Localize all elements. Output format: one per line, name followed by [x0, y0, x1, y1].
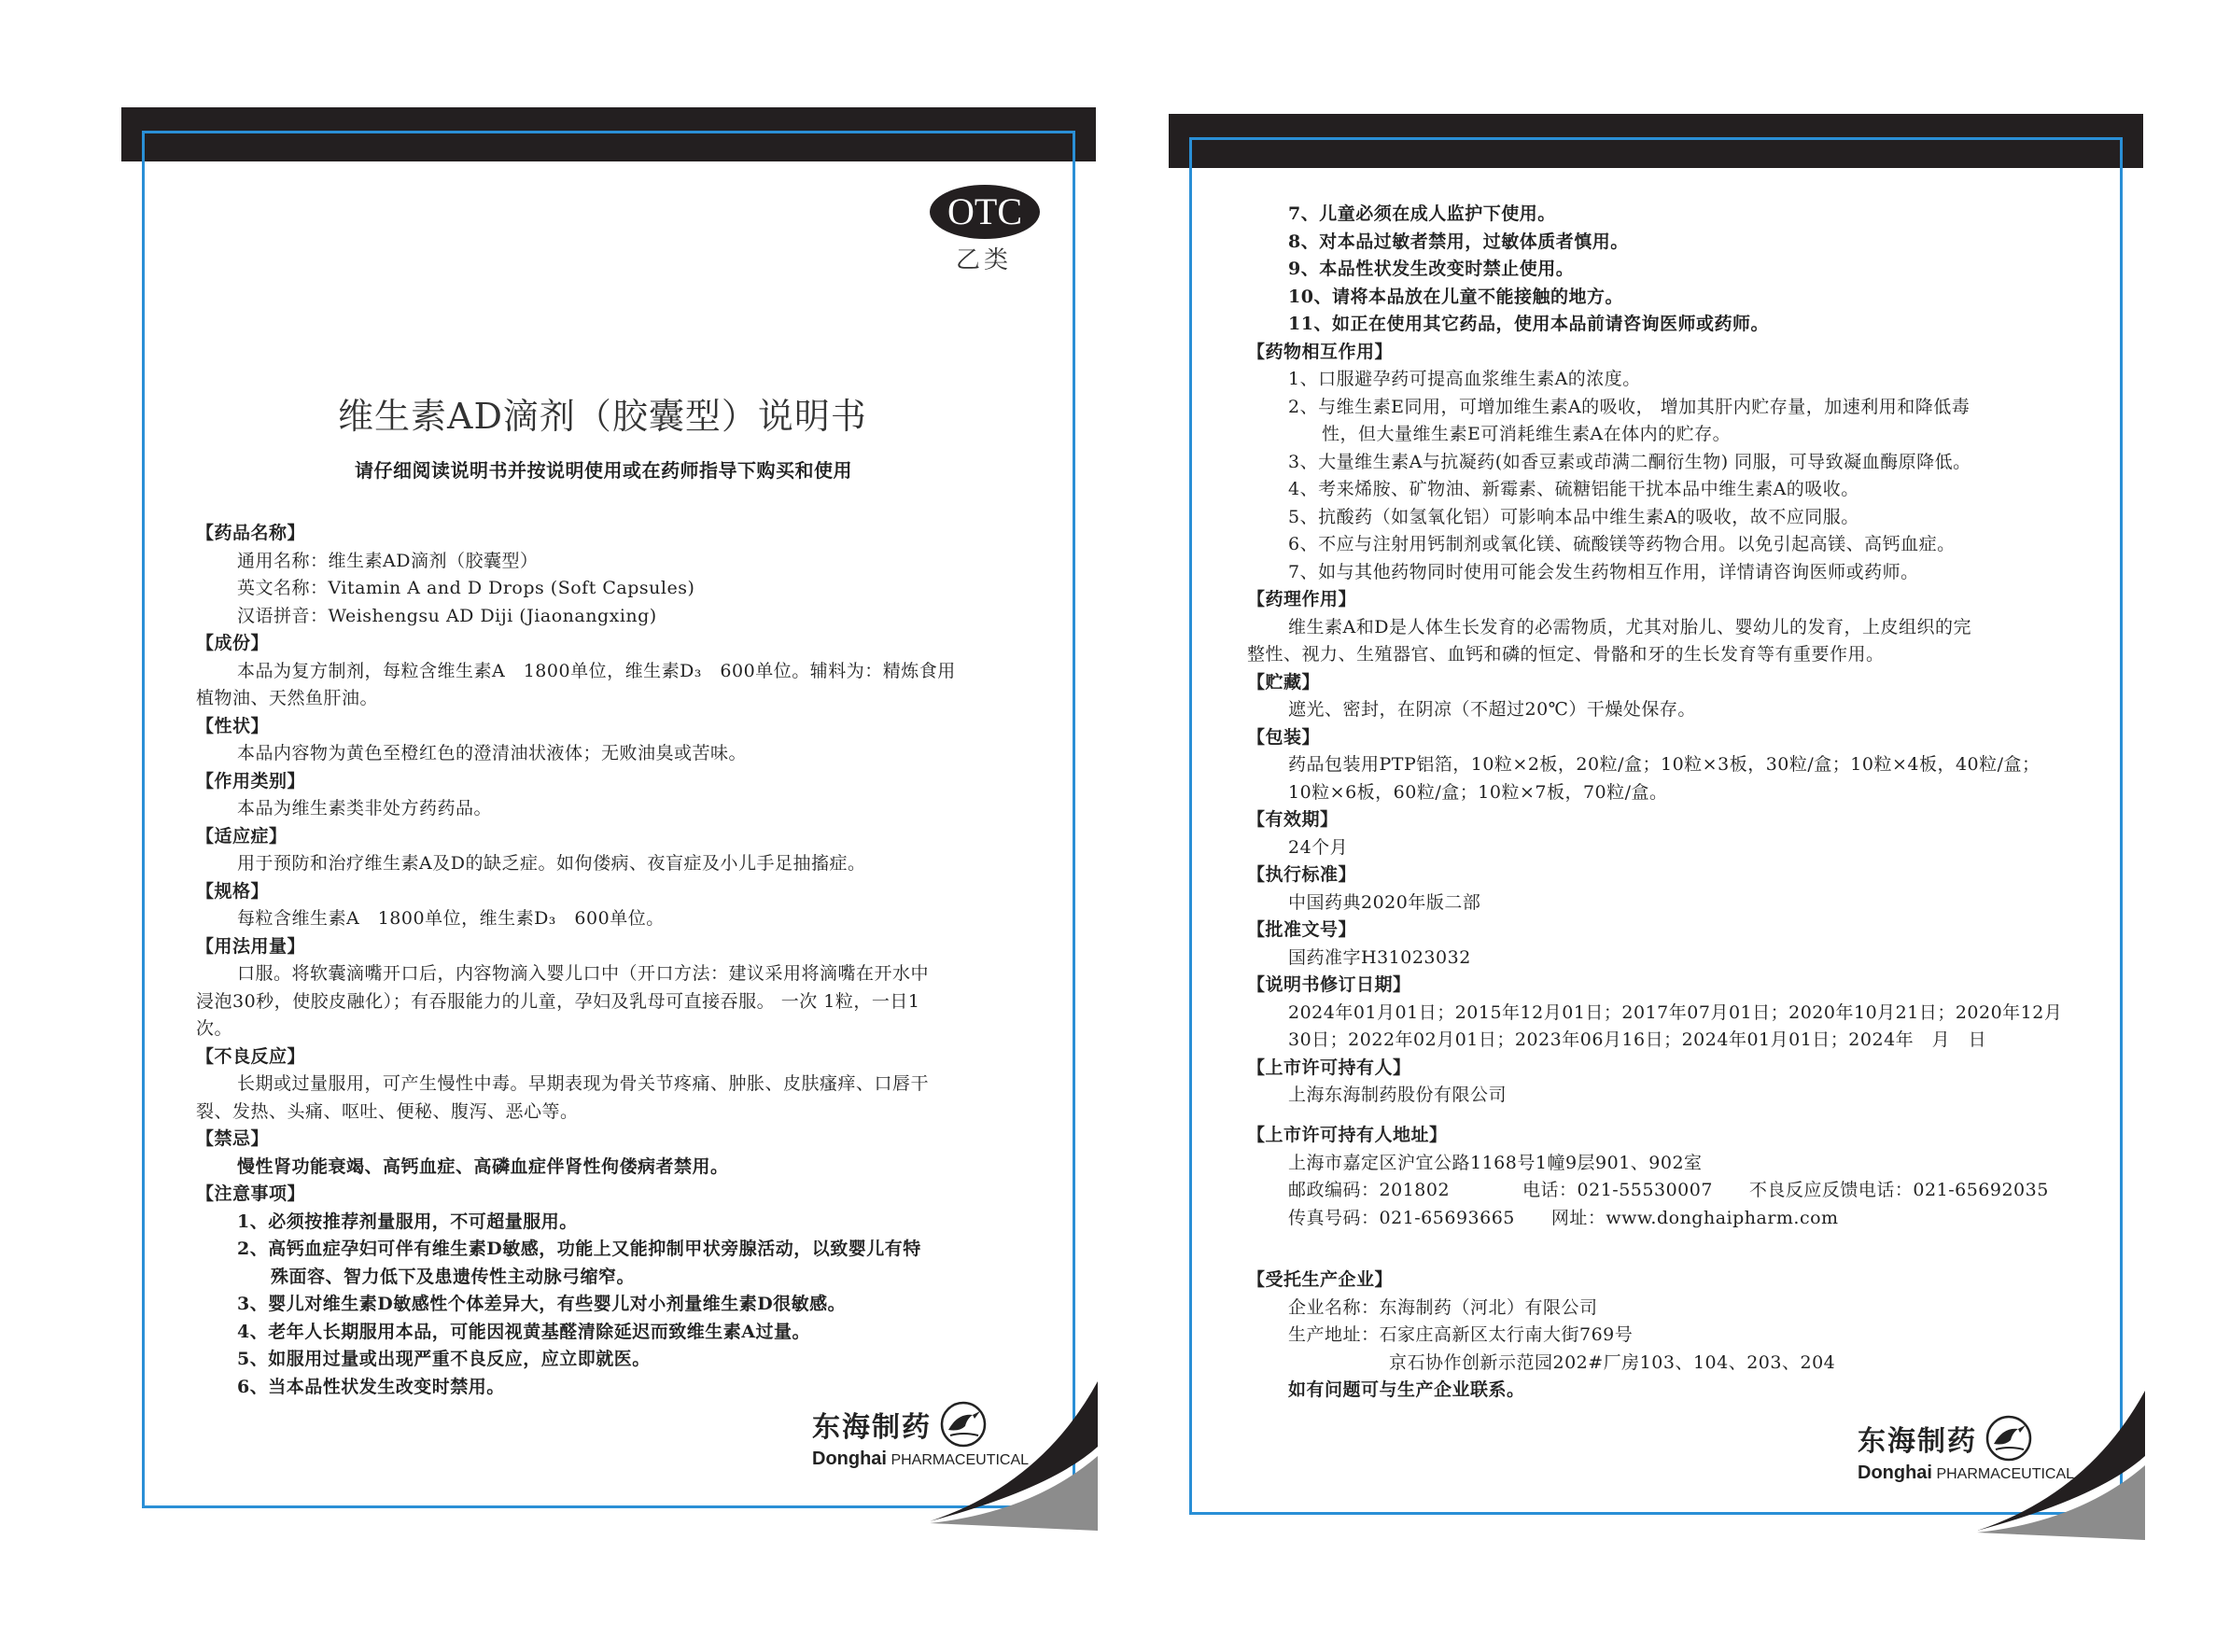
body-line: 10、请将本品放在儿童不能接触的地方。 — [1288, 286, 1623, 307]
body-line: 英文名称：Vitamin A and D Drops (Soft Capsules) — [237, 578, 695, 598]
body-line: 4、考来烯胺、矿物油、新霉素、硫糖铝能干扰本品中维生素A的吸收。 — [1288, 479, 1859, 499]
body-line: 9、本品性状发生改变时禁止使用。 — [1288, 259, 1575, 279]
body-line: 3、大量维生素A与抗凝药(如香豆素或茚满二酮衍生物) 同服，可导致凝血酶原降低。 — [1288, 451, 1971, 472]
section-heading: 【有效期】 — [1247, 809, 1339, 830]
body-line: 长期或过量服用，可产生慢性中毒。早期表现为骨关节疼痛、肿胀、皮肤瘙痒、口唇干 — [237, 1073, 930, 1094]
section-heading: 【药理作用】 — [1247, 589, 1357, 609]
body-line: 本品内容物为黄色至橙红色的澄清油状液体；无败油臭或苦味。 — [237, 743, 748, 763]
body-line: 6、当本品性状发生改变时禁用。 — [237, 1376, 505, 1397]
body-line: 每粒含维生素A 1800单位，维生素D₃ 600单位。 — [237, 908, 665, 929]
logo-english-bold: Donghai — [1858, 1463, 1932, 1483]
body-line: 2、与维生素E同用，可增加维生素A的吸收， 增加其肝内贮存量，加速利用和降低毒 — [1288, 396, 1971, 417]
section-heading: 【包装】 — [1247, 726, 1321, 748]
logo-chinese-name: 东海制药 — [1858, 1425, 1977, 1458]
section-heading: 【执行标准】 — [1247, 864, 1357, 885]
section-heading: 【禁忌】 — [196, 1128, 270, 1149]
section-heading: 【适应症】 — [196, 825, 288, 847]
section-heading: 【用法用量】 — [196, 935, 306, 957]
body-line: 邮政编码：201802 电话：021-55530007 不良反应反馈电话：021-65692035 — [1288, 1180, 2049, 1200]
body-line: 8、对本品过敏者禁用，过敏体质者慎用。 — [1288, 231, 1629, 252]
body-line: 维生素A和D是人体生长发育的必需物质，尤其对胎儿、婴幼儿的发育，上皮组织的完 — [1288, 616, 1971, 637]
body-line: 24个月 — [1288, 836, 1349, 858]
section-heading: 【药物相互作用】 — [1247, 341, 1394, 362]
body-line: 2、高钙血症孕妇可伴有维生素D敏感，功能上又能抑制甲状旁腺活动，以致婴儿有特 — [237, 1239, 921, 1259]
body-line: 10粒×6板，60粒/盒；10粒×7板，70粒/盒。 — [1288, 781, 1668, 803]
body-line: 植物油、天然鱼肝油。 — [196, 688, 379, 708]
logo-chinese-name: 东海制药 — [812, 1411, 932, 1444]
body-line: 6、不应与注射用钙制剂或氧化镁、硫酸镁等药物合用。以免引起高镁、高钙血症。 — [1288, 534, 1956, 554]
section-heading: 【受托生产企业】 — [1247, 1269, 1394, 1290]
body-line: 5、抗酸药（如氢氧化铝）可影响本品中维生素A的吸收，故不应同服。 — [1288, 506, 1859, 527]
otc-class-label: 乙类 — [956, 246, 1013, 274]
body-line: 用于预防和治疗维生素A及D的缺乏症。如佝偻病、夜盲症及小儿手足抽搐症。 — [237, 853, 866, 874]
body-line: 生产地址：石家庄高新区太行南大街769号 — [1288, 1324, 1634, 1345]
body-line: 裂、发热、头痛、呕吐、便秘、腹泻、恶心等。 — [196, 1100, 579, 1122]
body-line: 5、如服用过量或出现严重不良反应，应立即就医。 — [237, 1349, 651, 1369]
section-heading: 【不良反应】 — [196, 1045, 306, 1067]
body-line: 1、口服避孕药可提高血浆维生素A的浓度。 — [1288, 369, 1641, 389]
section-heading: 【贮藏】 — [1247, 671, 1321, 693]
section-heading: 【性状】 — [196, 715, 270, 736]
body-line: 中国药典2020年版二部 — [1288, 891, 1481, 913]
section-heading: 【成份】 — [196, 633, 270, 653]
body-line: 如有问题可与生产企业联系。 — [1288, 1379, 1525, 1400]
left-corner-decoration — [930, 1381, 1098, 1531]
body-line: 殊面容、智力低下及患遗传性主动脉弓缩窄。 — [271, 1266, 636, 1287]
body-line: 通用名称：维生素AD滴剂（胶囊型） — [237, 550, 539, 571]
right-corner-decoration — [1977, 1391, 2145, 1540]
section-heading: 【药品名称】 — [196, 523, 306, 543]
body-line: 2024年01月01日；2015年12月01日；2017年07月01日；2020年10月21日；2020年12月 — [1288, 1001, 2063, 1023]
body-line: 4、老年人长期服用本品，可能因视黄基醛清除延迟而致维生素A过量。 — [237, 1321, 810, 1342]
body-line: 整性、视力、生殖器官、血钙和磷的恒定、骨骼和牙的生长发育等有重要作用。 — [1247, 644, 1885, 665]
body-line: 口服。将软囊滴嘴开口后，内容物滴入婴儿口中（开口方法：建议采用将滴嘴在开水中 — [237, 963, 930, 984]
logo-english-sub: PHARMACEUTICAL — [1936, 1466, 2075, 1482]
right-manufacturer — [1247, 1267, 2125, 1405]
body-line: 遮光、密封，在阴凉（不超过20℃）干燥处保存。 — [1288, 699, 1696, 720]
body-line: 3、婴儿对维生素D敏感性个体差异大，有些婴儿对小剂量维生素D很敏感。 — [237, 1294, 847, 1314]
document-subtitle: 请仔细阅读说明书并按说明使用或在药师指导下购买和使用 — [355, 459, 852, 482]
body-line: 上海东海制药股份有限公司 — [1288, 1085, 1508, 1105]
body-line: 30日；2022年02月01日；2023年06月16日；2024年01月01日；2024年 月 日 — [1288, 1029, 1987, 1050]
body-line: 本品为复方制剂，每粒含维生素A 1800单位，维生素D₃ 600单位。辅料为：精炼食用 — [237, 660, 956, 681]
logo-english-sub: PHARMACEUTICAL — [891, 1452, 1030, 1468]
body-line: 慢性肾功能衰竭、高钙血症、高磷血症伴肾性佝偻病者禁用。 — [237, 1155, 729, 1177]
section-heading: 【说明书修订日期】 — [1247, 974, 1411, 995]
body-line: 国药准字H31023032 — [1288, 946, 1471, 968]
body-line: 性，但大量维生素E可消耗维生素A在体内的贮存。 — [1322, 424, 1732, 444]
left-body-text — [196, 520, 1036, 1401]
body-line: 7、儿童必须在成人监护下使用。 — [1288, 203, 1556, 224]
document-title: 维生素AD滴剂（胶囊型）说明书 — [338, 396, 867, 437]
body-line: 11、如正在使用其它药品，使用本品前请咨询医师或药师。 — [1288, 314, 1769, 334]
body-line: 1、必须按推荐剂量服用，不可超量服用。 — [237, 1211, 578, 1232]
body-line: 次。 — [196, 1018, 233, 1039]
right-holder-address — [1247, 1122, 2125, 1232]
section-heading: 【上市许可持有人】 — [1247, 1057, 1411, 1078]
body-line: 企业名称：东海制药（河北）有限公司 — [1288, 1296, 1598, 1318]
right-body-text — [1247, 201, 2125, 1110]
body-line: 京石协作创新示范园202#厂房103、104、203、204 — [1389, 1351, 1836, 1373]
section-heading: 【注意事项】 — [196, 1183, 306, 1204]
section-heading: 【规格】 — [196, 880, 270, 902]
body-line: 浸泡30秒，使胶皮融化）；有吞服能力的儿童，孕妇及乳母可直接吞服。 一次 1粒，一日1 — [196, 990, 920, 1012]
section-heading: 【批准文号】 — [1247, 919, 1357, 940]
logo-english-bold: Donghai — [812, 1449, 887, 1469]
body-line: 传真号码：021-65693665 网址：www.donghaipharm.com — [1288, 1207, 1839, 1228]
body-line: 7、如与其他药物同时使用可能会发生药物相互作用，详情请咨询医师或药师。 — [1288, 561, 1919, 582]
otc-badge: OTC — [930, 185, 1040, 239]
body-line: 上海市嘉定区沪宜公路1168号1幢9层901、902室 — [1288, 1152, 1703, 1173]
body-line: 药品包装用PTP铝箔，10粒×2板，20粒/盒；10粒×3板，30粒/盒；10粒×4板，40粒/盒； — [1288, 754, 2041, 775]
body-line: 本品为维生素类非处方药药品。 — [237, 798, 493, 819]
body-line: 汉语拼音：Weishengsu AD Diji (Jiaonangxing) — [237, 605, 657, 626]
section-heading: 【作用类别】 — [196, 770, 306, 791]
section-heading: 【上市许可持有人地址】 — [1247, 1125, 1448, 1145]
